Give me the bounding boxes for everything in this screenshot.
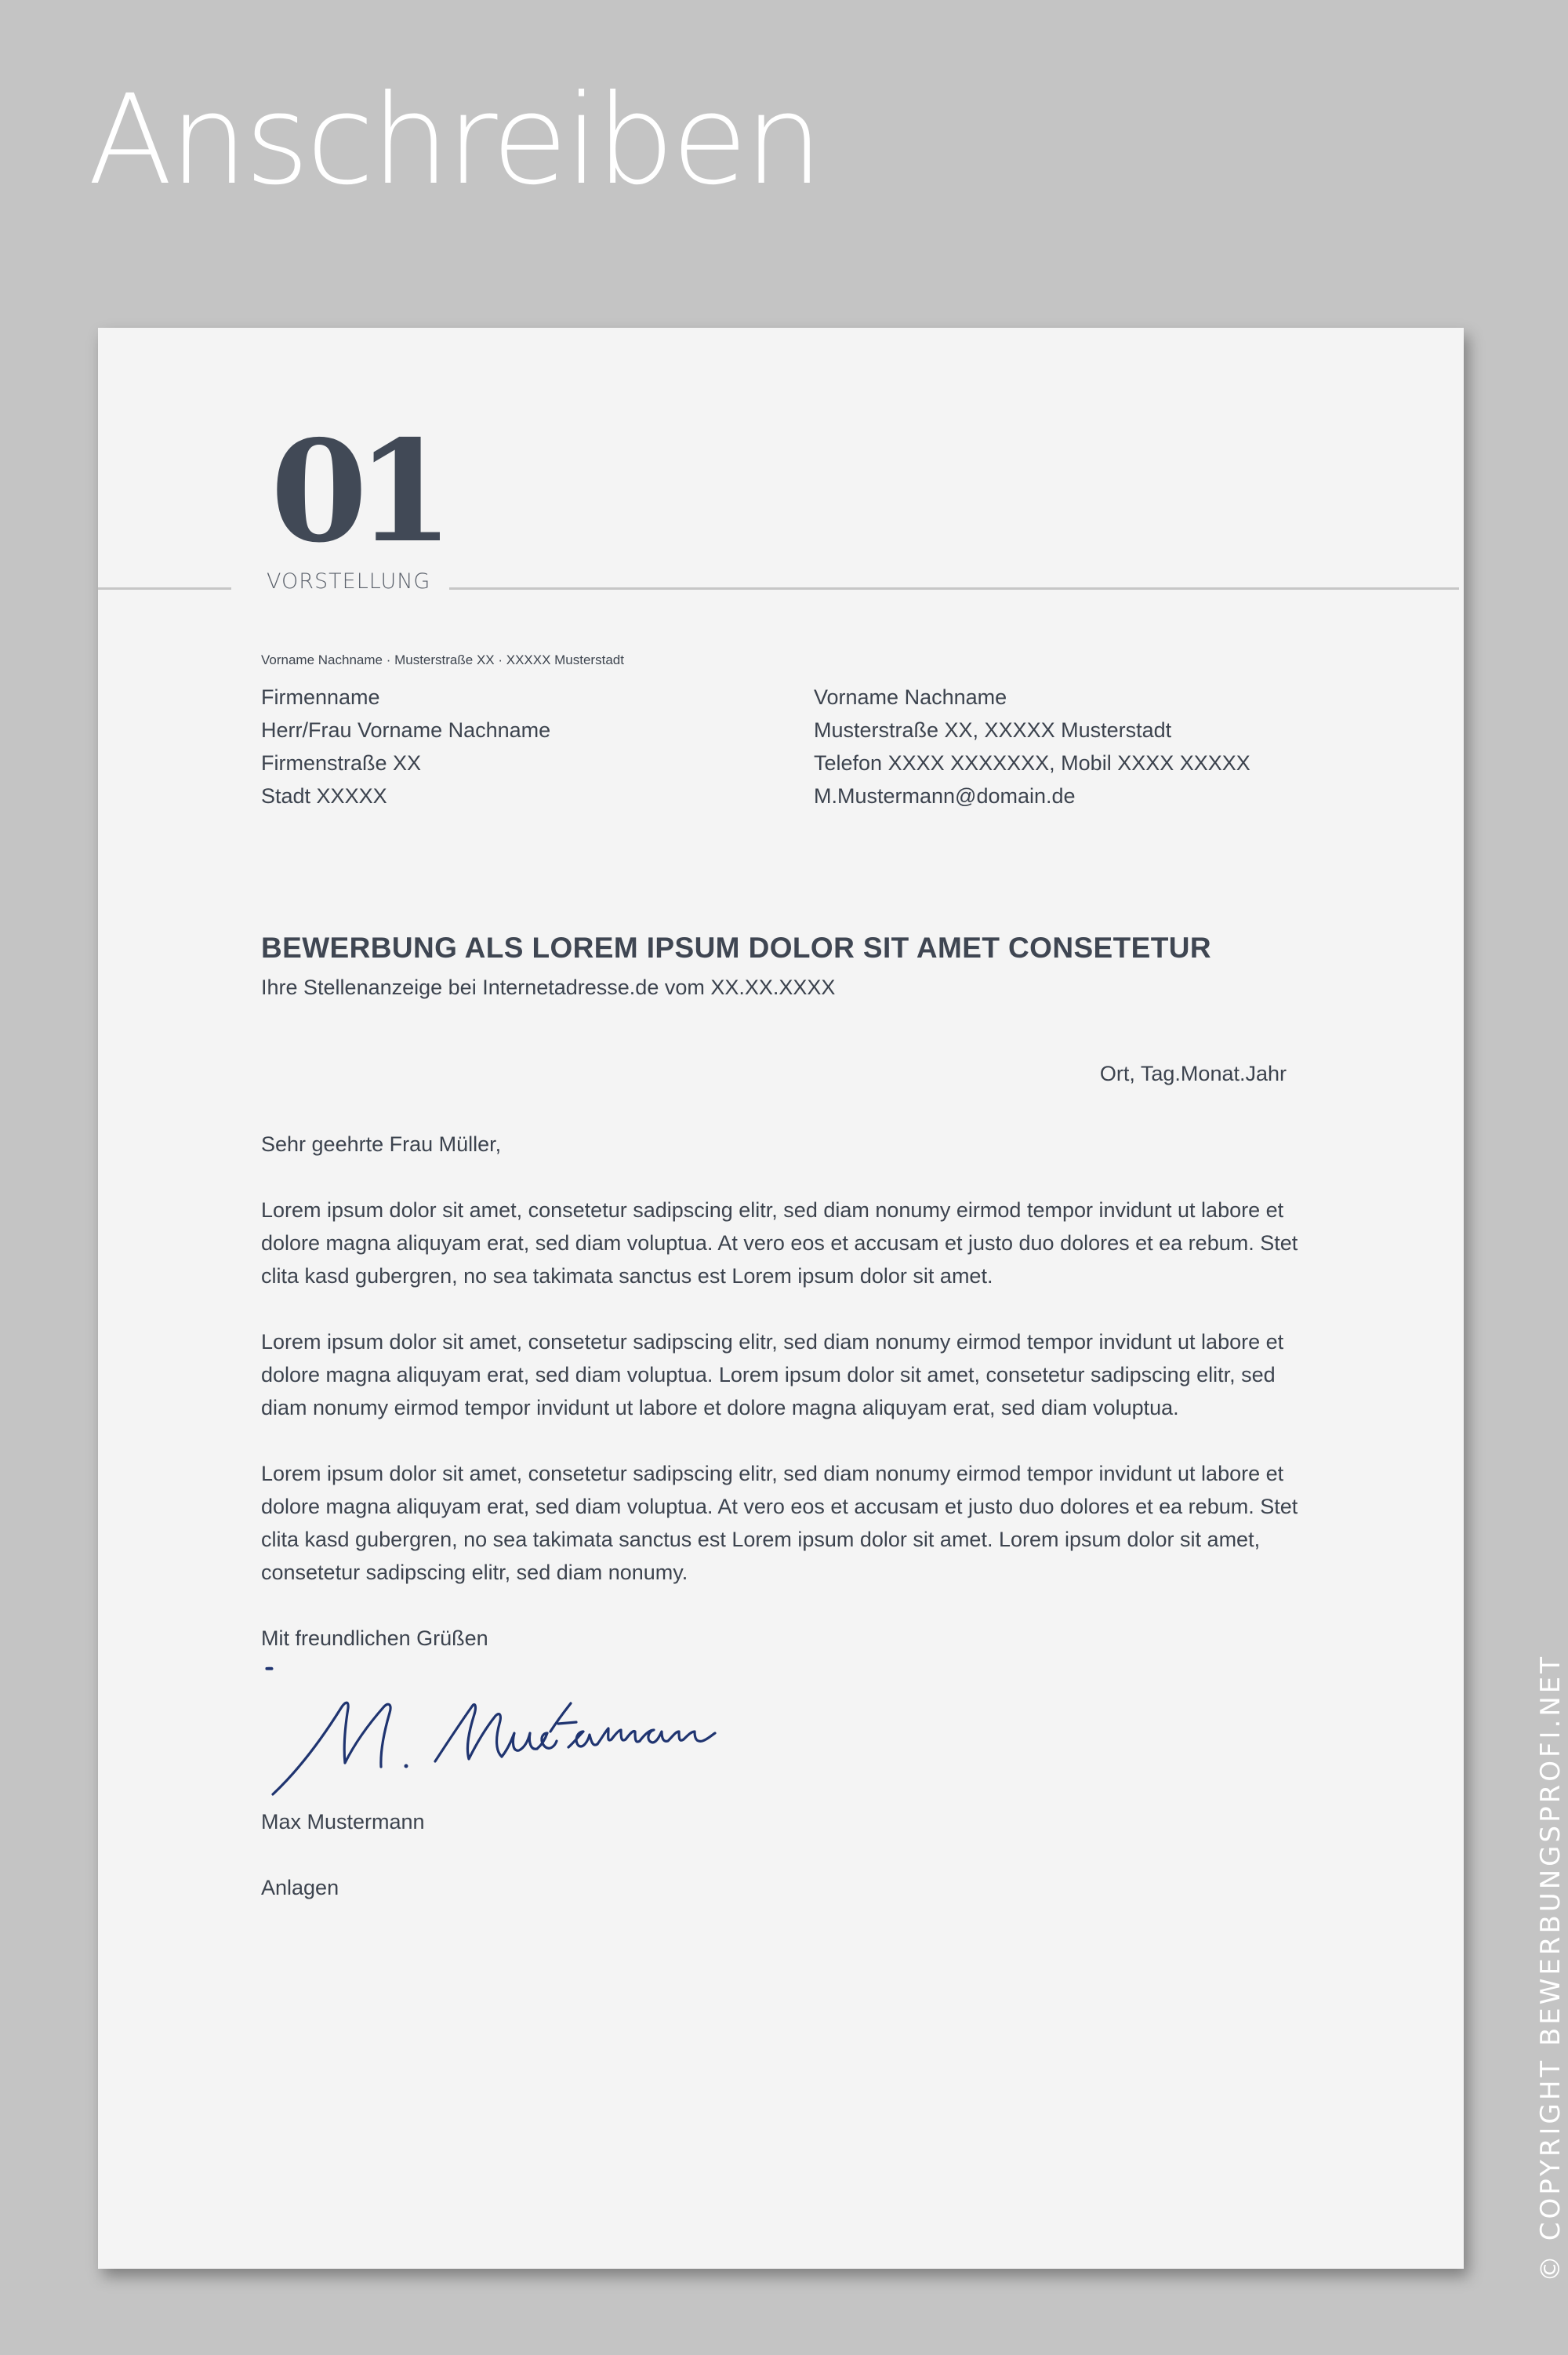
page-heading: Anschreiben bbox=[88, 68, 820, 213]
sender-email: M.Mustermann@domain.de bbox=[814, 784, 1076, 808]
divider-left bbox=[98, 587, 231, 590]
signature-text: M. Mustermann bbox=[267, 1669, 272, 1670]
letter-sheet bbox=[98, 328, 1464, 2269]
copyright-notice: © COPYRIGHT BEWERBUNGSPROFI.NET bbox=[1535, 1653, 1566, 2282]
recipient-person: Herr/Frau Vorname Nachname bbox=[261, 718, 551, 742]
section-label: VORSTELLUNG bbox=[267, 569, 431, 594]
sender-address: Musterstraße XX, XXXXX Musterstadt bbox=[814, 718, 1172, 742]
recipient-company: Firmenname bbox=[261, 685, 380, 709]
sender-return-line: Vorname Nachname · Musterstraße XX · XXXXX Musterstadt bbox=[261, 652, 624, 667]
divider-right bbox=[449, 587, 1459, 590]
handwritten-signature bbox=[267, 1669, 721, 1802]
section-number: 01 bbox=[270, 409, 443, 573]
letter-date: Ort, Tag.Monat.Jahr bbox=[1099, 1062, 1287, 1085]
sender-phone: Telefon XXXX XXXXXXX, Mobil XXXX XXXXX bbox=[814, 751, 1250, 775]
recipient-street: Firmenstraße XX bbox=[261, 751, 422, 775]
letter-subject: BEWERBUNG ALS LOREM IPSUM DOLOR SIT AMET CONSETETUR bbox=[261, 932, 1211, 964]
job-reference: Ihre Stellenanzeige bei Internetadresse.de vom XX.XX.XXXX bbox=[261, 976, 836, 999]
signer-name: Max Mustermann bbox=[261, 1810, 425, 1833]
body-paragraph-1: Lorem ipsum dolor sit amet, consetetur sadipscing elitr, sed diam nonumy eirmod tempor invidunt ut labore et dolore magna aliquyam erat, sed diam voluptua. At vero eos et accusam et justo duo dolores et ea rebum. Stet clita kasd gubergren, no sea takimata sanctus est Lorem ipsum dolor sit amet. bbox=[261, 1198, 1298, 1288]
body-paragraph-2: Lorem ipsum dolor sit amet, consetetur sadipscing elitr, sed diam nonumy eirmod tempor invidunt ut labore et dolore magna aliquyam erat, sed diam voluptua. Lorem ipsum dolor sit amet, consetetur sadipscing elitr, sed diam nonumy eirmod tempor invidunt ut labore et dolore magna aliquyam erat, sed diam voluptua. bbox=[261, 1330, 1284, 1419]
recipient-city: Stadt XXXXX bbox=[261, 784, 387, 808]
body-paragraph-3: Lorem ipsum dolor sit amet, consetetur sadipscing elitr, sed diam nonumy eirmod tempor invidunt ut labore et dolore magna aliquyam erat, sed diam voluptua. At vero eos et accusam et justo duo dolores et ea rebum. Stet clita kasd gubergren, no sea takimata sanctus est Lorem ipsum dolor sit amet. Lorem ipsum dolor sit amet, consetetur sadipscing elitr, sed diam nonumy. bbox=[261, 1462, 1298, 1584]
sender-contact bbox=[814, 681, 1250, 812]
sender-name: Vorname Nachname bbox=[814, 685, 1007, 709]
closing: Mit freundlichen Grüßen bbox=[261, 1626, 488, 1650]
recipient-address bbox=[261, 681, 550, 812]
enclosures: Anlagen bbox=[261, 1876, 339, 1899]
salutation: Sehr geehrte Frau Müller, bbox=[261, 1132, 502, 1156]
